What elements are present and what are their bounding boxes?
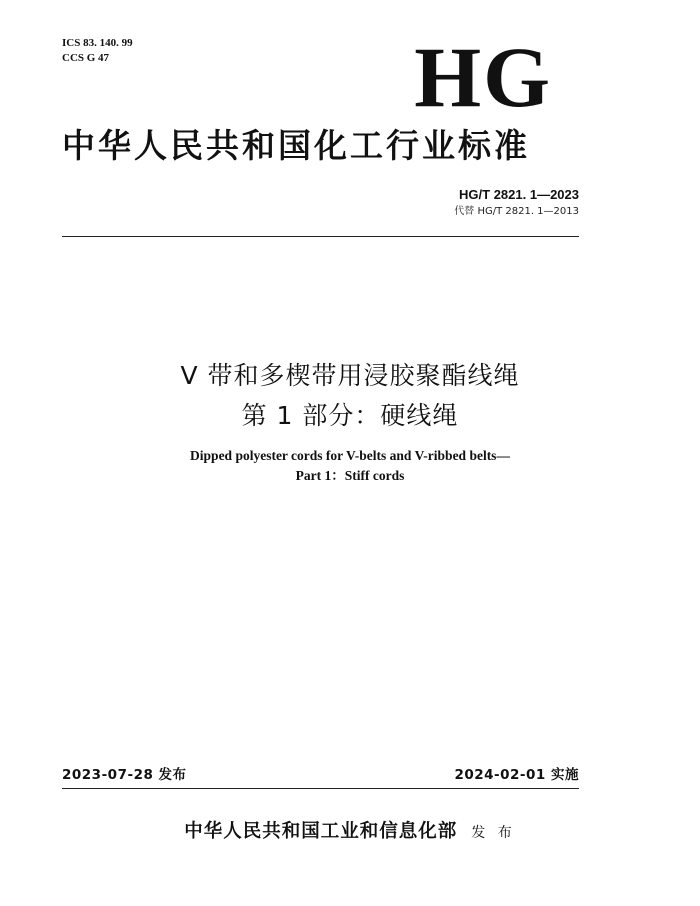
replaces-standard: 代替 HG/T 2821. 1—2013 [454,206,579,217]
english-title [0,446,700,486]
implementation-date: 2024-02-01 实施 [454,767,579,783]
page-title: 中华人民共和国化工行业标准 [62,126,530,165]
standard-number: HG/T 2821. 1—2023 [459,187,579,202]
hg-logo: HG [414,29,552,125]
issue-date: 2023-07-28 发布 [62,767,187,783]
english-title-line-1: Dipped polyester cords for V-belts and V-ribbed belts— [190,448,510,463]
chinese-title [0,356,700,436]
top-divider [62,236,579,237]
english-title-line-2: Part 1：Stiff cords [295,468,405,483]
chinese-title-line-1: V 带和多楔带用浸胶聚酯线绳 [180,361,520,390]
classification-codes [62,36,133,66]
publisher-action: 发 布 [471,825,516,841]
publisher [0,818,700,847]
bottom-divider [62,788,579,789]
publisher-name: 中华人民共和国工业和信息化部 [184,821,458,842]
chinese-title-line-2: 第 1 部分：硬线绳 [241,401,459,430]
ccs-code: CCS G 47 [62,52,110,64]
ics-code: ICS 83. 140. 99 [62,37,133,49]
standard-number-block [454,186,579,220]
